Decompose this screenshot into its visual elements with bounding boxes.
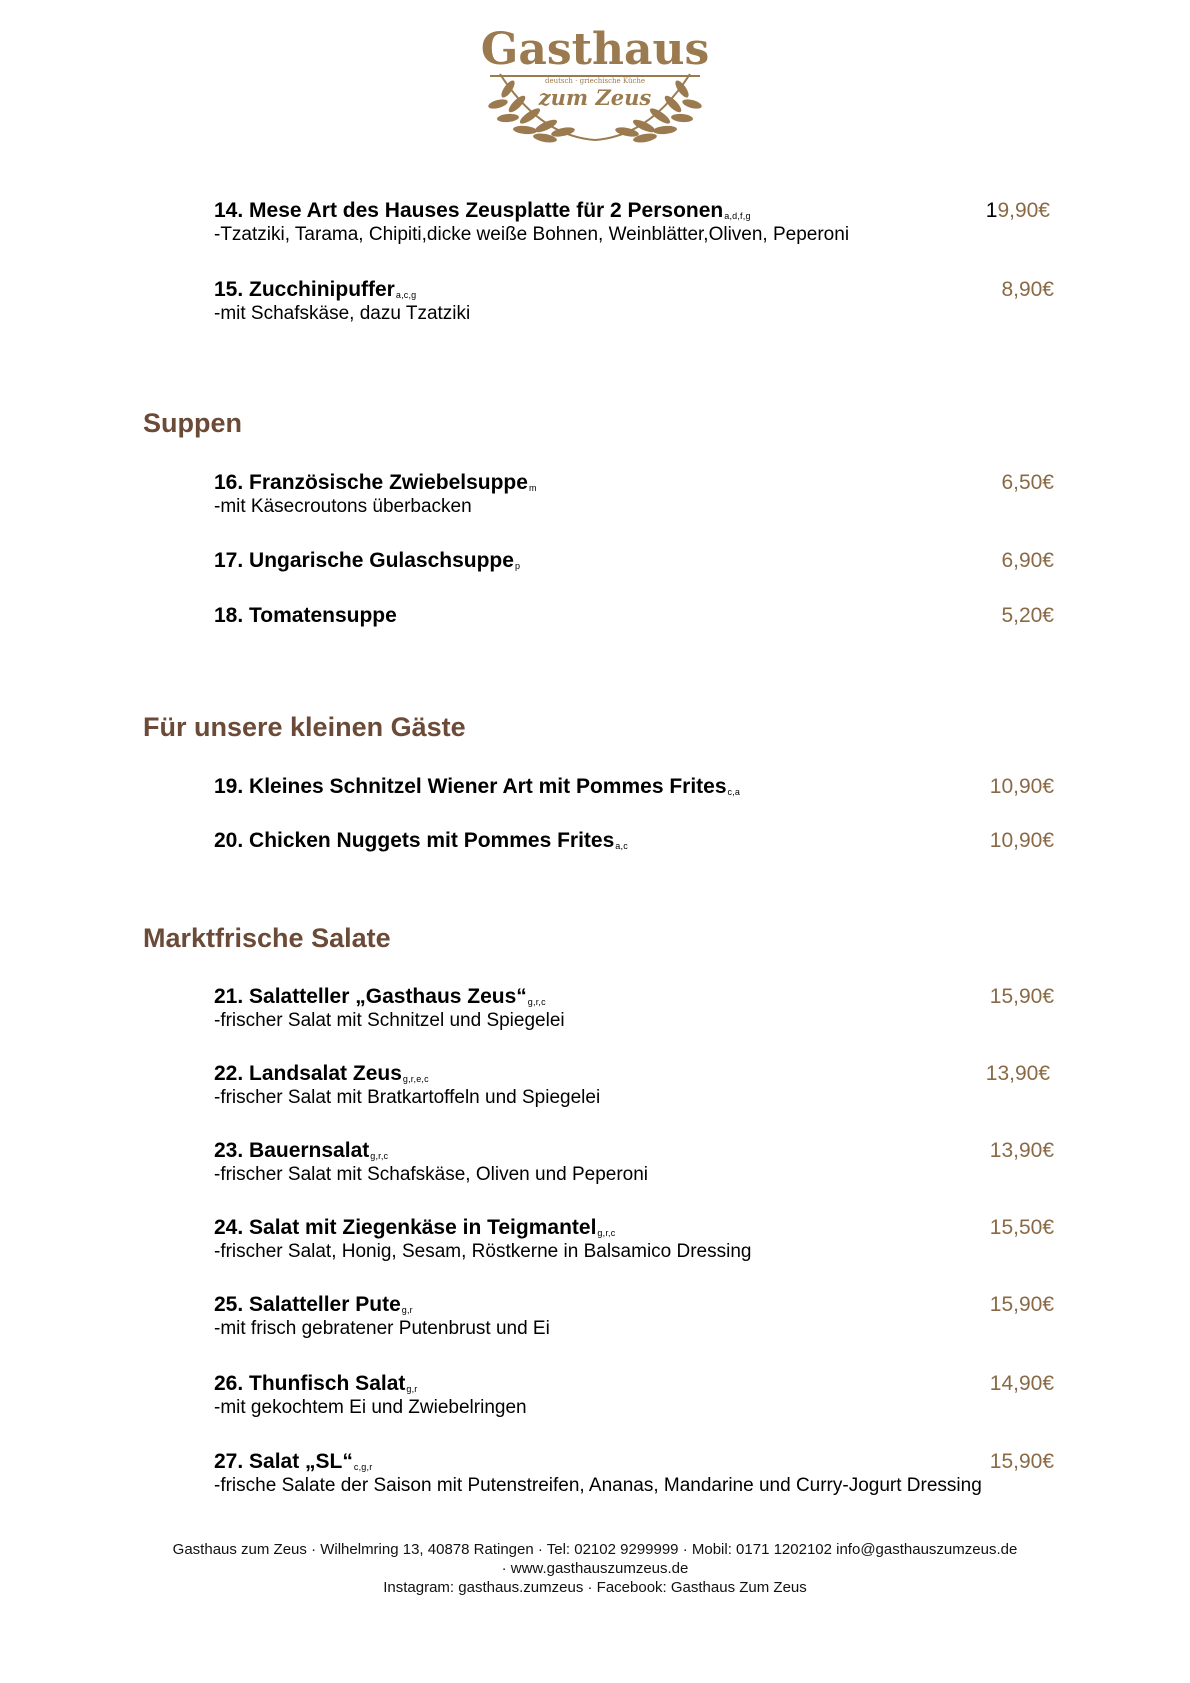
footer-contact — [130, 1540, 1060, 1597]
item-price: 8,90€ — [1001, 278, 1054, 301]
item-name-text: 16. Französische Zwiebelsuppe — [214, 471, 528, 494]
allergen-codes: a,c — [615, 841, 628, 851]
item-description: -frischer Salat, Honig, Sesam, Röstkerne in Balsamico Dressing — [214, 1241, 752, 1262]
allergen-codes: g,r — [401, 1305, 413, 1315]
item-description: -mit frisch gebratener Putenbrust und Ei — [214, 1318, 550, 1339]
item-price: 6,50€ — [1001, 471, 1054, 494]
item-name-text: 20. Chicken Nuggets mit Pommes Frites — [214, 829, 615, 852]
item-description: -frischer Salat mit Bratkartoffeln und Spiegelei — [214, 1087, 601, 1108]
item-name — [214, 828, 628, 859]
item-description: -mit Käsecroutons überbacken — [214, 496, 472, 517]
logo-name: zum Zeus — [538, 85, 652, 110]
allergen-codes: g,r,c — [370, 1151, 389, 1161]
item-name-text: 14. Mese Art des Hauses Zeusplatte für 2 Personen — [214, 199, 724, 222]
footer-address-line: Gasthaus zum Zeus · Wilhelmring 13, 40878 Ratingen · Tel: 02102 9299999 · Mobil: 0171 1202102 info@gasthauszumzeus.de — [172, 1541, 1018, 1558]
logo-subtitle: deutsch · griechische Küche — [544, 77, 646, 85]
allergen-codes: c,g,r — [353, 1462, 373, 1472]
item-name-text: 22. Landsalat Zeus — [214, 1062, 402, 1085]
item-description: -frische Salate der Saison mit Putenstreifen, Ananas, Mandarine und Curry-Jogurt Dressing — [214, 1475, 982, 1496]
item-name-text: 15. Zucchinipuffer — [214, 278, 395, 301]
item-name — [214, 603, 397, 629]
allergen-codes: p — [514, 561, 521, 571]
allergen-codes: g,r,c — [597, 1228, 616, 1238]
item-price: 13,90€ — [989, 1139, 1054, 1162]
item-description: -mit Schafskäse, dazu Tzatziki — [214, 303, 471, 324]
item-price-rest: 9,90€ — [997, 199, 1050, 222]
item-price: 5,20€ — [1001, 604, 1054, 627]
item-price: 15,90€ — [989, 985, 1054, 1008]
item-price: 10,90€ — [989, 775, 1054, 798]
section-heading-kids: Für unsere kleinen Gäste — [143, 712, 466, 742]
item-description: -frischer Salat mit Schnitzel und Spiegelei — [214, 1010, 565, 1031]
item-name — [214, 548, 520, 579]
item-name-text: 27. Salat „SL“ — [214, 1450, 353, 1473]
allergen-codes: a,d,f,g — [724, 211, 751, 221]
footer-social-line: Instagram: gasthaus.zumzeus · Facebook: Gasthaus Zum Zeus — [383, 1579, 807, 1596]
section-heading-suppen: Suppen — [143, 408, 242, 438]
item-description: -mit gekochtem Ei und Zwiebelringen — [214, 1397, 527, 1418]
item-price: 6,90€ — [1001, 549, 1054, 572]
item-price: 15,90€ — [989, 1450, 1054, 1473]
item-name-text: 26. Thunfisch Salat — [214, 1372, 406, 1395]
item-price: 15,50€ — [989, 1216, 1054, 1239]
item-name-text: 24. Salat mit Ziegenkäse in Teigmantel — [214, 1216, 597, 1239]
item-description: -Tzatziki, Tarama, Chipiti,dicke weiße Bohnen, Weinblätter,Oliven, Peperoni — [214, 224, 850, 245]
section-heading-salate: Marktfrische Salate — [143, 923, 391, 953]
item-price — [986, 198, 1050, 224]
item-name-text: 18. Tomatensuppe — [214, 604, 397, 627]
item-price: 13,90€ — [985, 1062, 1050, 1085]
allergen-codes: m — [528, 483, 537, 493]
item-price: 14,90€ — [989, 1372, 1054, 1395]
item-price: 10,90€ — [989, 829, 1054, 852]
footer-website-line: · www.gasthauszumzeus.de — [501, 1560, 689, 1577]
item-name-text: 23. Bauernsalat — [214, 1139, 370, 1162]
laurel-wreath-logo-icon — [470, 14, 720, 144]
allergen-codes: g,r — [406, 1384, 418, 1394]
logo-title: Gasthaus — [480, 24, 710, 75]
item-name-text: 19. Kleines Schnitzel Wiener Art mit Pommes Frites — [214, 775, 727, 798]
allergen-codes: g,r,c — [527, 997, 546, 1007]
allergen-codes: g,r,e,c — [402, 1074, 429, 1084]
item-price-prefix: 1 — [985, 199, 998, 222]
item-name-text: 25. Salatteller Pute — [214, 1293, 401, 1316]
allergen-codes: c,a — [727, 787, 741, 797]
item-name — [214, 774, 740, 805]
item-name-text: 21. Salatteller „Gasthaus Zeus“ — [214, 985, 527, 1008]
item-name-text: 17. Ungarische Gulaschsuppe — [214, 549, 514, 572]
item-price: 15,90€ — [989, 1293, 1054, 1316]
item-description: -frischer Salat mit Schafskäse, Oliven und Peperoni — [214, 1164, 649, 1185]
allergen-codes: a,c,g — [395, 290, 417, 300]
restaurant-logo — [470, 14, 720, 144]
